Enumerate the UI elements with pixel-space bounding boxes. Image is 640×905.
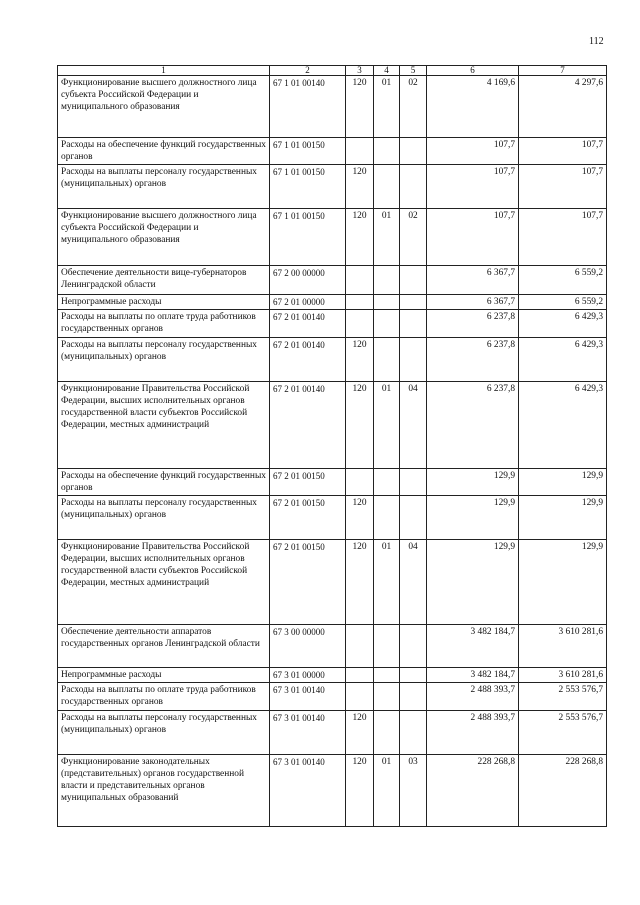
row-code: 67 2 01 00150 [270, 496, 346, 540]
row-expense-type [346, 310, 374, 338]
row-section [374, 295, 400, 310]
row-code: 67 3 01 00140 [270, 755, 346, 827]
row-code: 67 2 01 00000 [270, 295, 346, 310]
table-row [58, 76, 607, 138]
row-value-col6: 2 488 393,7 [427, 683, 519, 711]
row-name: Непрограммные расходы [58, 668, 270, 683]
table-row [58, 138, 607, 165]
row-value-col6: 4 169,6 [427, 76, 519, 138]
row-name: Обеспечение деятельности аппаратов государственных органов Ленинградской области [58, 625, 270, 668]
row-expense-type: 120 [346, 382, 374, 469]
row-section [374, 266, 400, 295]
row-subsection [400, 711, 427, 755]
row-code: 67 1 01 00150 [270, 165, 346, 209]
table-row [58, 755, 607, 827]
row-value-col7: 129,9 [519, 496, 607, 540]
table-row [58, 382, 607, 469]
row-subsection [400, 668, 427, 683]
row-section [374, 683, 400, 711]
row-value-col7: 107,7 [519, 138, 607, 165]
row-section [374, 138, 400, 165]
row-expense-type: 120 [346, 540, 374, 625]
row-section [374, 310, 400, 338]
row-value-col6: 129,9 [427, 469, 519, 496]
row-code: 67 3 01 00140 [270, 711, 346, 755]
row-name: Непрограммные расходы [58, 295, 270, 310]
column-header-2: 2 [270, 66, 346, 76]
row-value-col7: 6 429,3 [519, 382, 607, 469]
row-subsection [400, 310, 427, 338]
row-name: Функционирование Правительства Российской Федерации, высших исполнительных органов государственной власти субъектов Российской Федерации, местных администраций [58, 382, 270, 469]
column-header-5: 5 [400, 66, 427, 76]
row-name: Функционирование Правительства Российской Федерации, высших исполнительных органов государственной власти субъектов Российской Федерации, местных администраций [58, 540, 270, 625]
row-subsection [400, 138, 427, 165]
row-value-col6: 6 237,8 [427, 310, 519, 338]
table-row [58, 338, 607, 382]
row-value-col6: 107,7 [427, 209, 519, 266]
row-expense-type: 120 [346, 165, 374, 209]
row-value-col7: 129,9 [519, 540, 607, 625]
row-value-col6: 3 482 184,7 [427, 668, 519, 683]
row-expense-type [346, 668, 374, 683]
row-value-col7: 3 610 281,6 [519, 625, 607, 668]
row-value-col6: 107,7 [427, 165, 519, 209]
row-section [374, 469, 400, 496]
row-code: 67 2 01 00150 [270, 469, 346, 496]
row-code: 67 2 01 00140 [270, 338, 346, 382]
budget-table [57, 65, 607, 827]
row-name: Расходы на выплаты персоналу государственных (муниципальных) органов [58, 496, 270, 540]
row-subsection: 02 [400, 76, 427, 138]
row-name: Расходы на выплаты персоналу государственных (муниципальных) органов [58, 165, 270, 209]
row-subsection: 02 [400, 209, 427, 266]
row-value-col7: 6 429,3 [519, 338, 607, 382]
row-expense-type [346, 295, 374, 310]
table-row [58, 209, 607, 266]
row-code: 67 2 01 00150 [270, 540, 346, 625]
row-value-col7: 2 553 576,7 [519, 683, 607, 711]
table-row [58, 540, 607, 625]
table-row [58, 266, 607, 295]
table-row [58, 469, 607, 496]
row-value-col6: 129,9 [427, 496, 519, 540]
row-subsection [400, 165, 427, 209]
column-header-1: 1 [58, 66, 270, 76]
row-code: 67 1 01 00150 [270, 209, 346, 266]
row-value-col7: 6 559,2 [519, 295, 607, 310]
row-name: Расходы на обеспечение функций государственных органов [58, 469, 270, 496]
row-section [374, 668, 400, 683]
row-subsection: 04 [400, 382, 427, 469]
row-value-col6: 129,9 [427, 540, 519, 625]
column-header-3: 3 [346, 66, 374, 76]
row-expense-type: 120 [346, 755, 374, 827]
row-subsection: 03 [400, 755, 427, 827]
column-header-4: 4 [374, 66, 400, 76]
row-value-col6: 107,7 [427, 138, 519, 165]
row-expense-type [346, 266, 374, 295]
row-value-col7: 3 610 281,6 [519, 668, 607, 683]
row-code: 67 2 01 00140 [270, 310, 346, 338]
table-row [58, 625, 607, 668]
row-code: 67 3 01 00000 [270, 668, 346, 683]
row-subsection [400, 295, 427, 310]
table-row [58, 295, 607, 310]
row-subsection [400, 469, 427, 496]
row-expense-type: 120 [346, 76, 374, 138]
row-name: Расходы на выплаты персоналу государственных (муниципальных) органов [58, 338, 270, 382]
row-name: Обеспечение деятельности вице-губернаторов Ленинградской области [58, 266, 270, 295]
row-code: 67 1 01 00150 [270, 138, 346, 165]
table-row [58, 310, 607, 338]
row-value-col7: 129,9 [519, 469, 607, 496]
table-row [58, 668, 607, 683]
row-expense-type: 120 [346, 496, 374, 540]
row-section: 01 [374, 382, 400, 469]
row-value-col6: 6 237,8 [427, 338, 519, 382]
row-name: Расходы на выплаты персоналу государственных (муниципальных) органов [58, 711, 270, 755]
row-section [374, 496, 400, 540]
row-value-col6: 6 367,7 [427, 295, 519, 310]
row-section [374, 165, 400, 209]
table-row [58, 496, 607, 540]
row-subsection: 04 [400, 540, 427, 625]
row-expense-type [346, 469, 374, 496]
row-value-col6: 228 268,8 [427, 755, 519, 827]
row-value-col7: 107,7 [519, 165, 607, 209]
row-value-col6: 2 488 393,7 [427, 711, 519, 755]
row-section: 01 [374, 540, 400, 625]
row-expense-type: 120 [346, 711, 374, 755]
row-expense-type [346, 683, 374, 711]
page-number: 112 [589, 36, 604, 47]
row-name: Расходы на обеспечение функций государственных органов [58, 138, 270, 165]
row-subsection [400, 496, 427, 540]
table-row [58, 683, 607, 711]
row-section: 01 [374, 76, 400, 138]
row-section [374, 625, 400, 668]
row-value-col7: 2 553 576,7 [519, 711, 607, 755]
row-subsection [400, 266, 427, 295]
row-value-col7: 6 559,2 [519, 266, 607, 295]
row-value-col6: 6 367,7 [427, 266, 519, 295]
row-code: 67 2 00 00000 [270, 266, 346, 295]
row-section [374, 711, 400, 755]
row-code: 67 3 01 00140 [270, 683, 346, 711]
row-value-col6: 6 237,8 [427, 382, 519, 469]
row-section: 01 [374, 755, 400, 827]
row-name: Расходы на выплаты по оплате труда работников государственных органов [58, 683, 270, 711]
row-value-col7: 228 268,8 [519, 755, 607, 827]
row-section: 01 [374, 209, 400, 266]
row-subsection [400, 683, 427, 711]
row-name: Функционирование высшего должностного лица субъекта Российской Федерации и муниципального образования [58, 209, 270, 266]
row-subsection [400, 625, 427, 668]
row-code: 67 2 01 00140 [270, 382, 346, 469]
row-name: Расходы на выплаты по оплате труда работников государственных органов [58, 310, 270, 338]
row-expense-type: 120 [346, 209, 374, 266]
column-header-7: 7 [519, 66, 607, 76]
row-code: 67 3 00 00000 [270, 625, 346, 668]
row-expense-type: 120 [346, 338, 374, 382]
row-section [374, 338, 400, 382]
table-header-row [58, 66, 607, 76]
table-row [58, 165, 607, 209]
row-value-col6: 3 482 184,7 [427, 625, 519, 668]
row-name: Функционирование высшего должностного лица субъекта Российской Федерации и муниципального образования [58, 76, 270, 138]
table-row [58, 711, 607, 755]
row-subsection [400, 338, 427, 382]
row-code: 67 1 01 00140 [270, 76, 346, 138]
row-value-col7: 6 429,3 [519, 310, 607, 338]
column-header-6: 6 [427, 66, 519, 76]
row-name: Функционирование законодательных (представительных) органов государственной власти и представительных органов муниципальных образований [58, 755, 270, 827]
row-value-col7: 107,7 [519, 209, 607, 266]
row-expense-type [346, 625, 374, 668]
row-value-col7: 4 297,6 [519, 76, 607, 138]
row-expense-type [346, 138, 374, 165]
